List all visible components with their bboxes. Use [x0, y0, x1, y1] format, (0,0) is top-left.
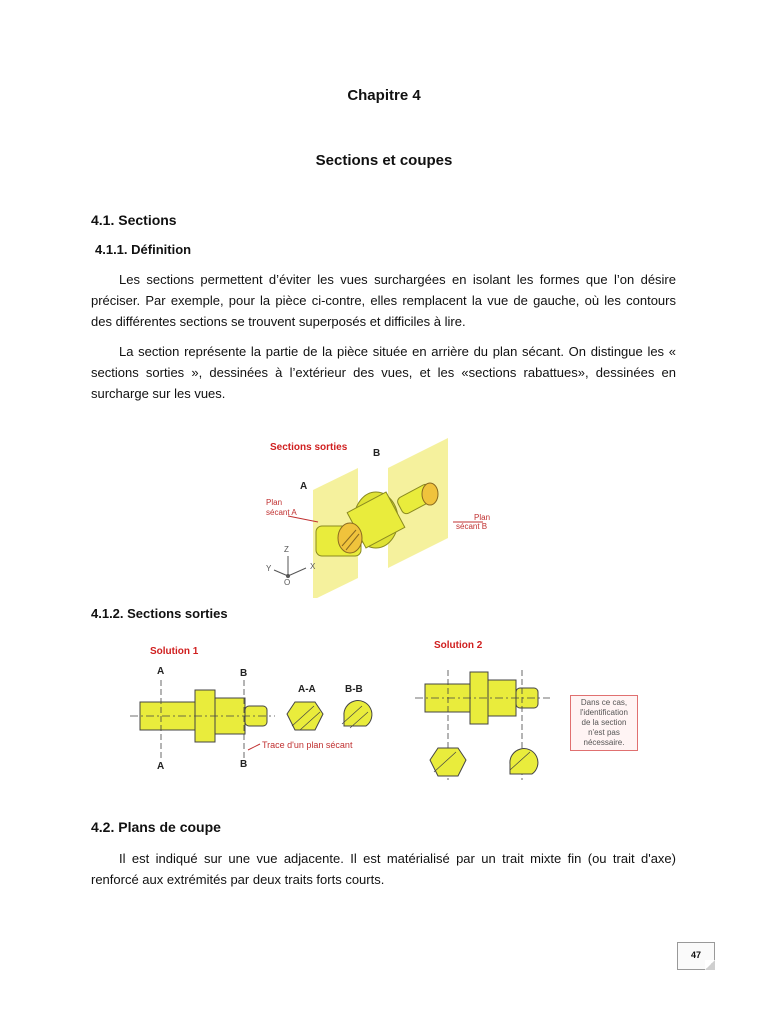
figure-title: Sections sorties [270, 442, 348, 453]
solution-2-label: Solution 2 [434, 640, 483, 651]
plan-b-line2: sécant B [456, 522, 488, 531]
isometric-part-illustration [258, 438, 508, 598]
plan-a-line2: sécant A [266, 508, 297, 517]
axis-x-label: X [310, 562, 316, 571]
heading-4-1: 4.1. Sections [91, 212, 177, 228]
axis-z-label: Z [284, 545, 289, 554]
page-number: 47 [677, 942, 715, 970]
label-b: B [373, 448, 381, 459]
trace-label: Trace d'un plan sécant [262, 740, 353, 750]
heading-4-1-1: 4.1.1. Définition [95, 242, 192, 257]
paragraph-plans-de-coupe: Il est indiqué sur une vue adjacente. Il est matérialisé par un trait mixte fin (ou trait d'axe) renforcé aux extrémités par deux traits forts courts. [91, 851, 676, 887]
chapter-title: Sections et coupes [315, 152, 453, 169]
label-bb: B-B [345, 684, 363, 695]
axis-y-label: Y [266, 564, 272, 573]
solution-2-note [570, 695, 638, 751]
heading-4-1-2: 4.1.2. Sections sorties [91, 606, 228, 621]
note-line-1: Dans ce cas, [580, 698, 628, 707]
label-b-bottom: B [240, 759, 248, 770]
plan-b-line1: Plan [474, 513, 491, 522]
solution-1-label: Solution 1 [150, 646, 199, 657]
figure-sections-sorties [258, 438, 508, 598]
heading-4-2: 4.2. Plans de coupe [91, 819, 221, 835]
note-line-2: l'identification [580, 708, 628, 717]
paragraph-definition: Les sections permettent d’éviter les vues surchargées en isolant les formes que l’on désire préciser. Par exemple, pour la pièce ci-contre, elles remplacent la vue de gauche, où les contours des différentes sections se trouvent superposés et difficiles à lire. [91, 272, 676, 329]
axis-o-label: O [284, 578, 291, 587]
note-line-3: de la section [581, 718, 627, 727]
note-line-4: n'est pas [588, 728, 620, 737]
plan-a-line1: Plan [266, 498, 283, 507]
chapter-label: Chapitre 4 [347, 87, 421, 104]
label-a-bottom: A [157, 761, 165, 772]
label-a: A [300, 481, 308, 492]
label-a-top: A [157, 666, 165, 677]
note-line-5: nécessaire. [583, 738, 625, 747]
paragraph-section: La section représente la partie de la pièce située en arrière du plan sécant. On distingue les « sections sorties », dessinées à l’extérieur des vues, et les «sections rabattues», dessinées en surcharge sur les vues. [91, 344, 676, 401]
label-aa: A-A [298, 684, 316, 695]
label-b-top: B [240, 668, 248, 679]
